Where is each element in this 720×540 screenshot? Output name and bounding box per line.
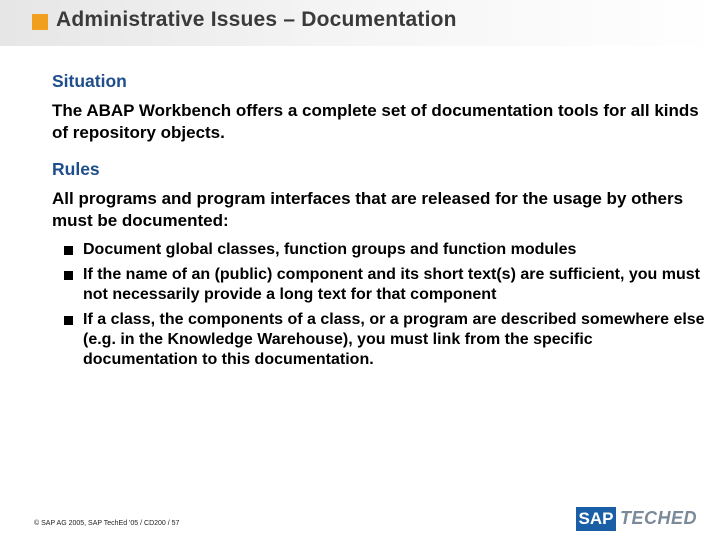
list-item	[52, 310, 707, 370]
teched-logo-text: TECHED	[620, 508, 698, 528]
list-item	[52, 240, 707, 260]
footer-copyright: © SAP AG 2005, SAP TechEd '05 / CD200 / 57	[34, 520, 180, 527]
bullet-text: If the name of an (public) component and its short text(s) are sufficient, you must not necessarily provide a long text for that component	[83, 266, 700, 303]
square-bullet-icon	[64, 246, 73, 255]
slide-content	[52, 70, 707, 375]
sap-logo: SAP	[576, 507, 616, 531]
rules-heading: Rules	[52, 159, 100, 179]
square-bullet-icon	[64, 316, 73, 325]
page-title: Administrative Issues – Documentation	[56, 8, 457, 31]
situation-heading: Situation	[52, 71, 127, 91]
situation-text: The ABAP Workbench offers a complete set of documentation tools for all kinds of repository objects.	[52, 101, 699, 142]
rules-intro: All programs and program interfaces that are released for the usage by others must be documented:	[52, 189, 684, 230]
title-bar	[0, 0, 720, 46]
bullet-text: If a class, the components of a class, or a program are described somewhere else (e.g. in the Knowledge Warehouse), you must link from the specific documentation to this documentation.	[83, 311, 705, 368]
rules-bullet-list	[52, 240, 707, 370]
title-square-icon	[32, 14, 48, 30]
square-bullet-icon	[64, 271, 73, 280]
list-item	[52, 265, 707, 305]
bullet-text: Document global classes, function groups and function modules	[83, 241, 577, 258]
